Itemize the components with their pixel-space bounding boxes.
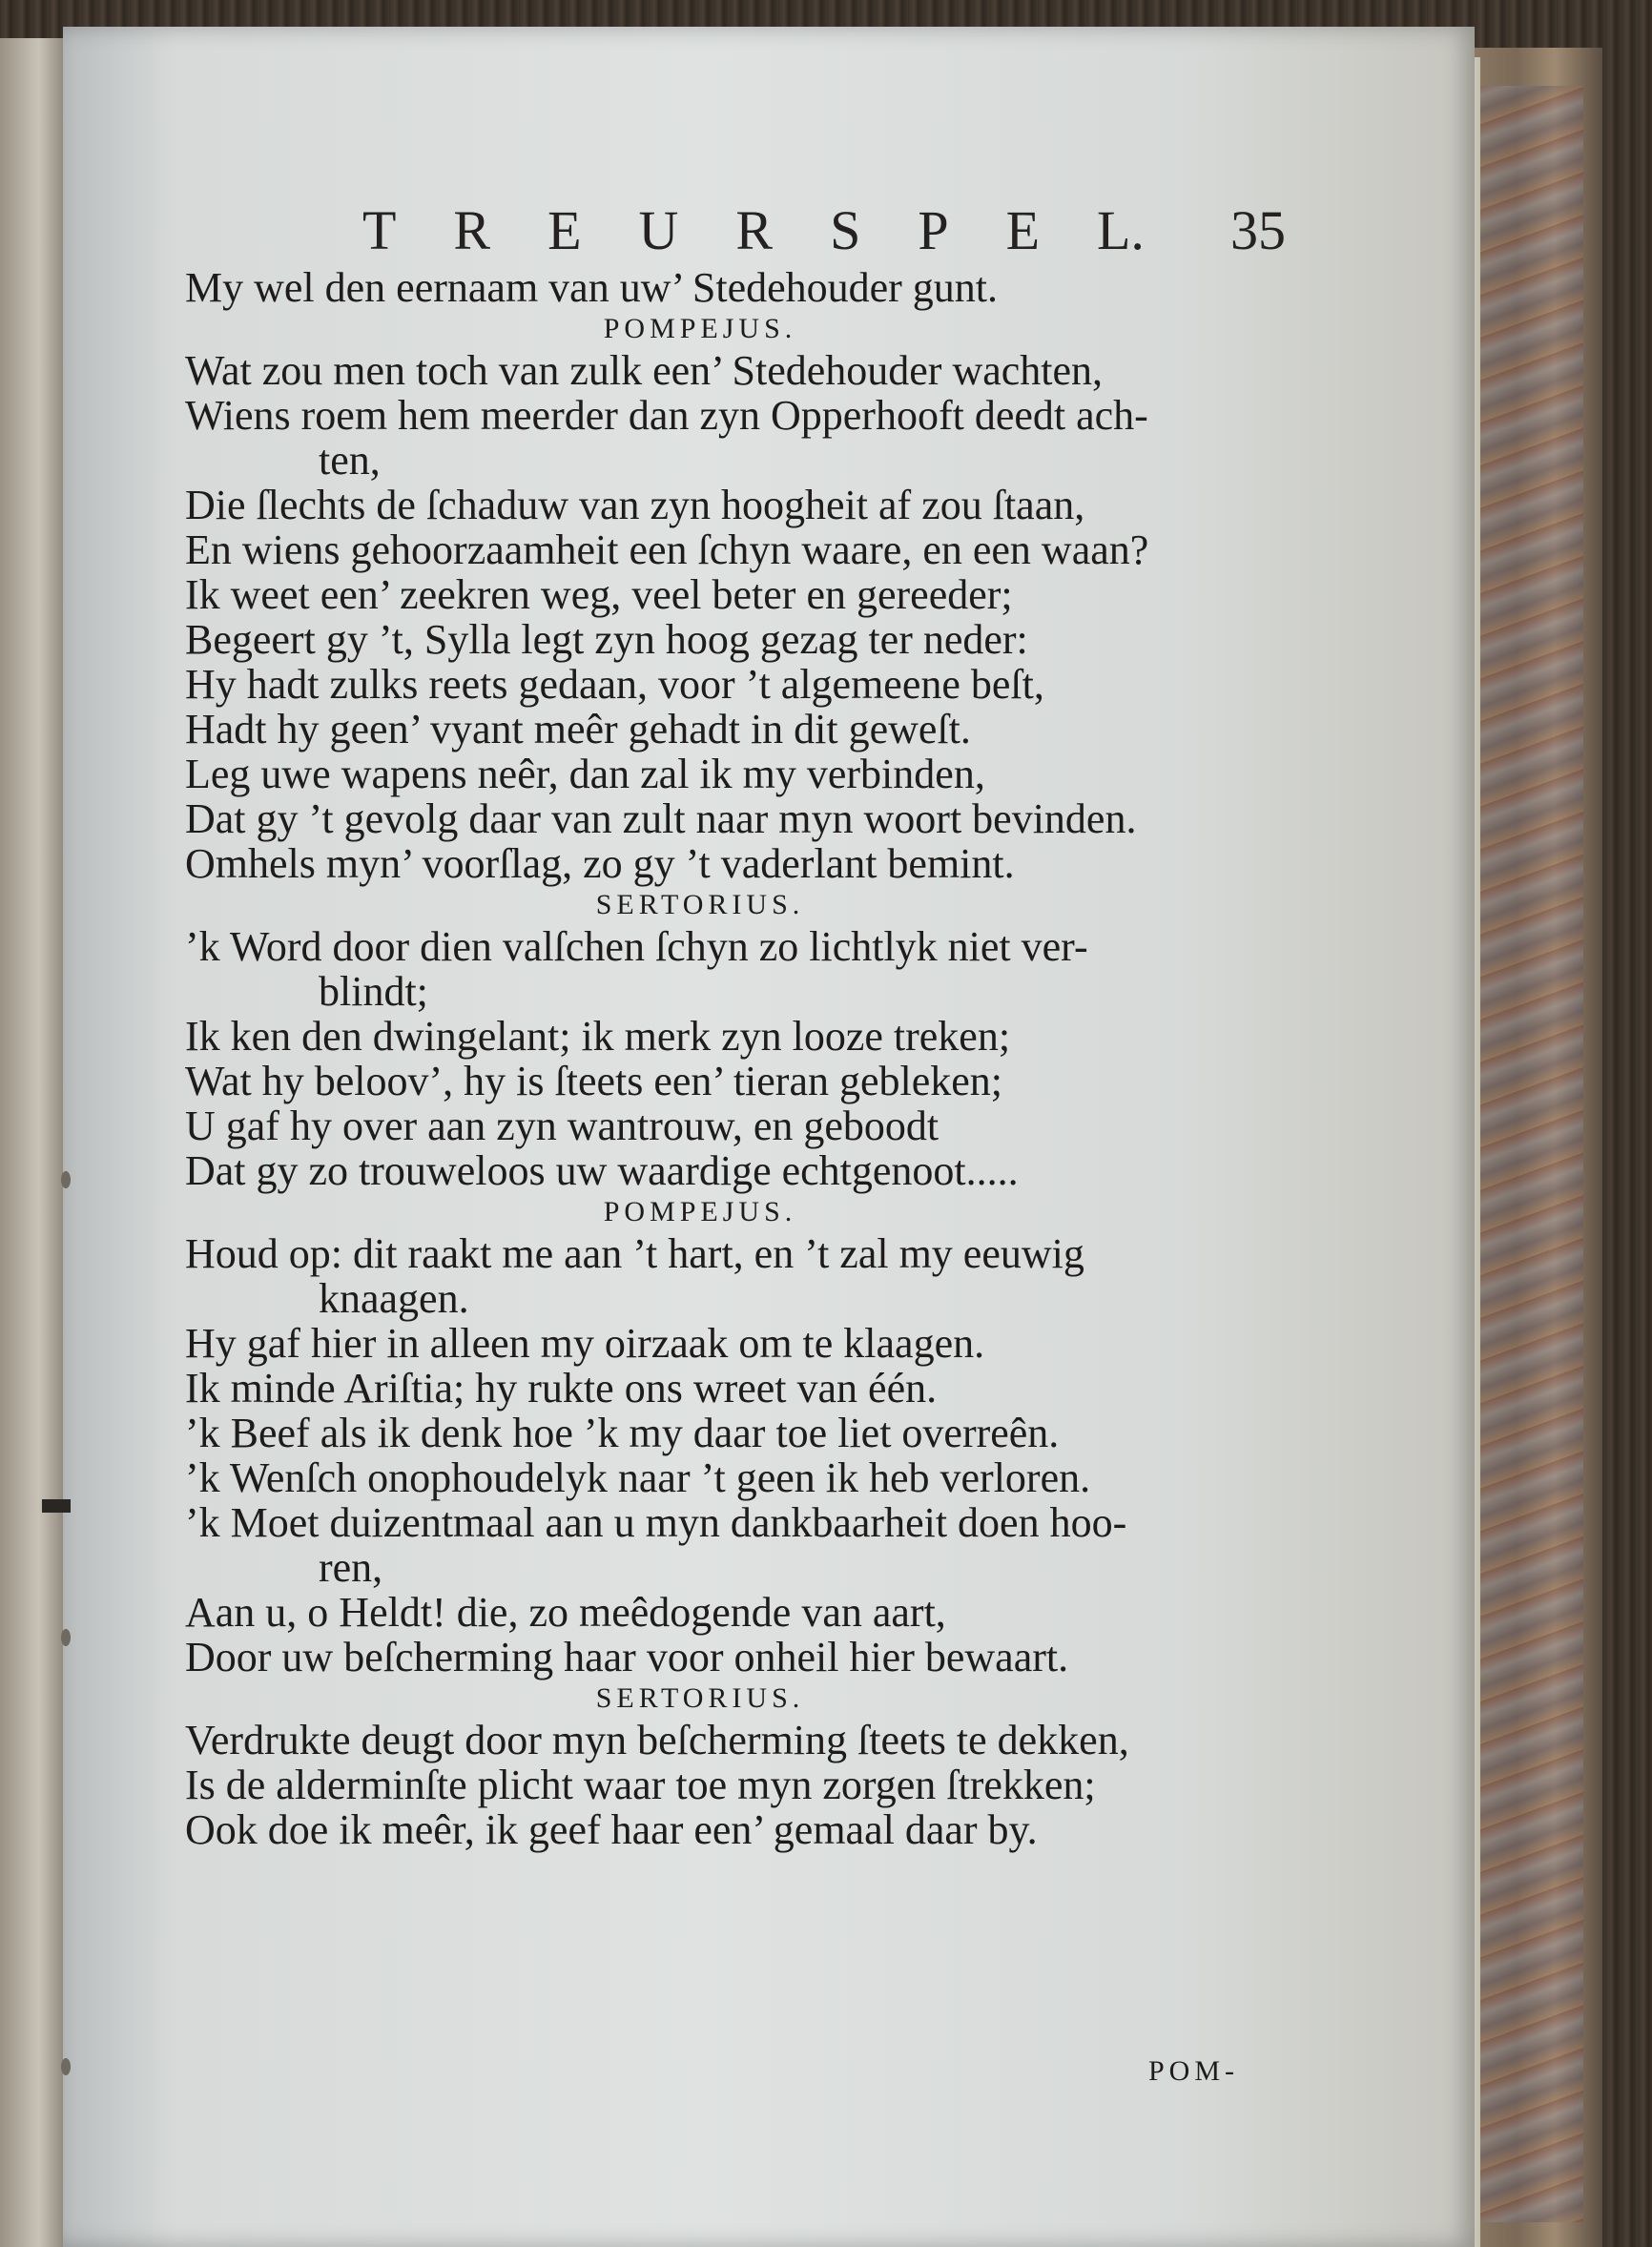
verse-line: Houd op: dit raakt me aan ’t hart, en ’t zal my eeuwig: [185, 1230, 1084, 1277]
verse-line: Is de alderminſte plicht waar toe myn zorgen ſtrekken;: [185, 1762, 1096, 1808]
verse-line: ’k Word door dien valſchen ſchyn zo lichtlyk niet ver-: [185, 923, 1088, 970]
binding-hole: [61, 1171, 71, 1188]
running-title-letter: P: [918, 199, 949, 261]
verse-line-continuation: ren,: [319, 1544, 383, 1591]
running-title-letter: U: [638, 199, 679, 261]
binding-hole: [61, 2058, 71, 2075]
catchword: POM-: [1148, 2055, 1240, 2087]
running-title-letter: R: [453, 199, 491, 261]
verse-line-continuation: knaagen.: [319, 1275, 469, 1322]
verse-line: Dat gy zo trouweloos uw waardige echtgenoot.....: [185, 1147, 1019, 1194]
verse-line: Ook doe ik meêr, ik geef haar een’ gemaal daar by.: [185, 1806, 1038, 1853]
running-title-letter: S: [830, 199, 861, 261]
verse-line: ’k Beef als ik denk hoe ’k my daar toe liet overreên.: [185, 1410, 1060, 1456]
verse-line: ’k Wenſch onophoudelyk naar ’t geen ik heb verloren.: [185, 1454, 1091, 1501]
running-title-letter: T: [362, 199, 397, 261]
verse-line: Begeert gy ’t, Sylla legt zyn hoog gezag ter neder:: [185, 616, 1028, 663]
verse-line: Hy gaf hier in alleen my oirzaak om te klaagen.: [185, 1320, 985, 1367]
speaker-name: POMPEJUS.: [603, 313, 797, 344]
running-title: [362, 198, 1145, 262]
page-tab-mark: [42, 1499, 71, 1513]
left-page-edge: [0, 38, 65, 2247]
verse-line-continuation: blindt;: [319, 968, 428, 1015]
verse-line: Aan u, o Heldt! die, zo meêdogende van aart,: [185, 1589, 946, 1636]
verse-line: Dat gy ’t gevolg daar van zult naar myn woort bevinden.: [185, 795, 1137, 842]
verse-line: Ik minde Ariſtia; hy rukte ons wreet van één.: [185, 1365, 938, 1412]
running-title-letter: E: [1005, 199, 1040, 261]
binding-hole: [61, 1629, 71, 1646]
verse-line: ’k Moet duizentmaal aan u myn dankbaarheit doen hoo-: [185, 1499, 1127, 1546]
verse-line: Wat hy beloov’, hy is ſteets een’ tieran gebleken;: [185, 1058, 1003, 1104]
verse-line: Ik weet een’ zeekren weg, veel beter en gereeder;: [185, 571, 1013, 618]
verse-line: Omhels myn’ voorſlag, zo gy ’t vaderlant bemint.: [185, 840, 1015, 887]
verse-line: Wat zou men toch van zulk een’ Stedehouder wachten,: [185, 347, 1104, 394]
verse-line: Die ſlechts de ſchaduw van zyn hoogheit af zou ſtaan,: [185, 482, 1085, 528]
verse-line: Ik ken den dwingelant; ik merk zyn looze treken;: [185, 1013, 1011, 1060]
speaker-name: SERTORIUS.: [595, 1682, 805, 1714]
verse-line: En wiens gehoorzaamheit een ſchyn waare, en een waan?: [185, 526, 1149, 573]
running-title-letter: L.: [1096, 199, 1145, 261]
verse-line: Door uw beſcherming haar voor onheil hier bewaart.: [185, 1634, 1069, 1680]
verse-line-continuation: ten,: [319, 437, 381, 484]
page-number: 35: [1230, 199, 1286, 261]
verse-line: Verdrukte deugt door myn beſcherming ſteets te dekken,: [185, 1717, 1129, 1763]
verse-line: Hadt hy geen’ vyant meêr gehadt in dit geweſt.: [185, 706, 971, 752]
verse-line: Wiens roem hem meerder dan zyn Opperhooft deedt ach-: [185, 392, 1148, 439]
running-title-letter: R: [735, 199, 774, 261]
running-title-letter: E: [547, 199, 582, 261]
verse-line: U gaf hy over aan zyn wantrouw, en geboodt: [185, 1103, 940, 1149]
verse-line: Hy hadt zulks reets gedaan, voor ’t algemeene beſt,: [185, 661, 1044, 708]
verse-line: My wel den eernaam van uw’ Stedehouder gunt.: [185, 264, 999, 311]
speaker-name: POMPEJUS.: [603, 1196, 797, 1227]
marbled-endpaper: [1469, 86, 1583, 2222]
verse-line: Leg uwe wapens neêr, dan zal ik my verbinden,: [185, 751, 985, 797]
page-header: [362, 198, 1286, 265]
page-text: [185, 265, 1311, 1852]
speaker-name: SERTORIUS.: [595, 889, 805, 920]
